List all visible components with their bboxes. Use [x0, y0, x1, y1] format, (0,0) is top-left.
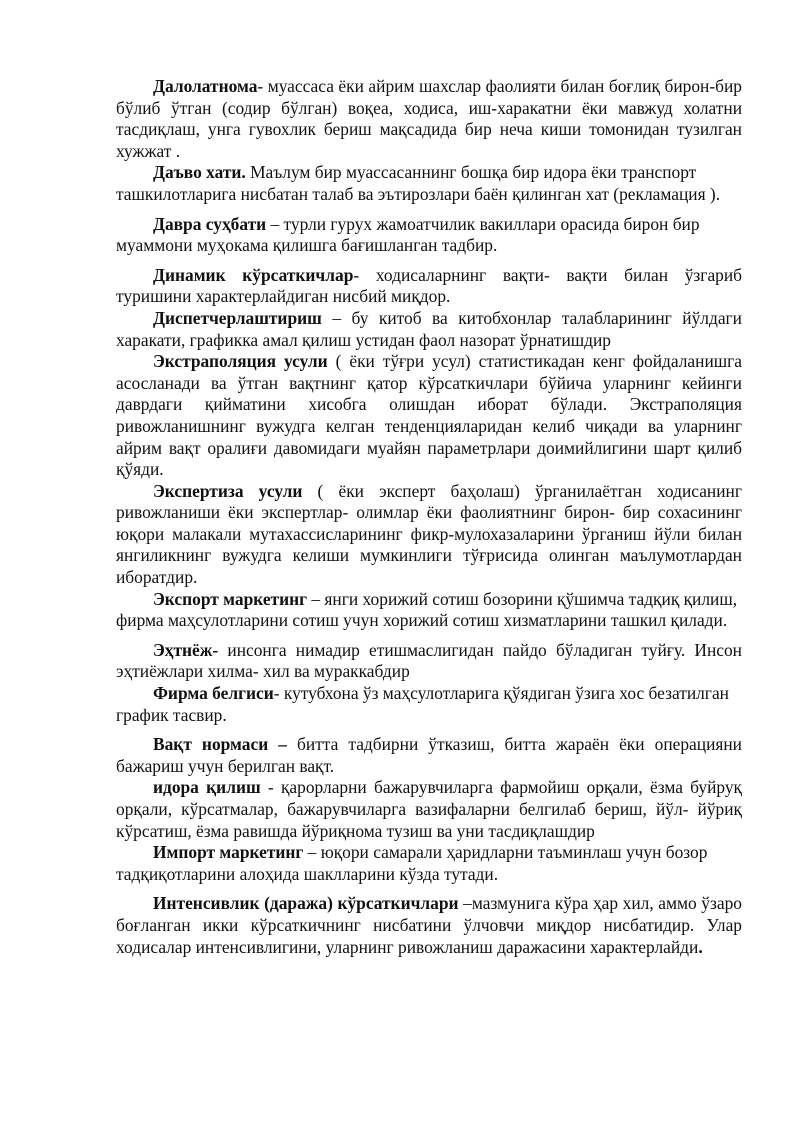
glossary-entry-dinamik-korsatkichlar	[116, 265, 742, 308]
glossary-entry-eksport-marketing	[116, 589, 742, 632]
entry-text: - ходисаларнинг вақти- вақти билан ўзгариб туришини характерлайдиган нисбий миқдор.	[116, 264, 743, 307]
glossary-entry-ekspertiza-usuli	[116, 481, 742, 589]
document-page	[116, 76, 742, 958]
entry-term: Экспорт маркетинг	[153, 588, 308, 609]
entry-text: – бу китоб ва китобхонлар талабларининг йўлдаги харакати, графикка амал қилиш устидан фаол назорат ўрнатишдир	[116, 307, 742, 350]
glossary-entry-ekstrapolyatsiya-usuli	[116, 351, 742, 481]
entry-text: –мазмунига кўра ҳар хил, аммо ўзаро боғланган икки кўрсаткичнинг нисбатини ўлчовчи миқдор нисбатидир. Улар ходисалар интенсивлигини, уларнинг ривожланиш даражасини характерлайди	[116, 893, 742, 957]
glossary-entry-firma-belgisi	[116, 683, 742, 726]
entry-text: – янги хорижий сотиш бозорини қўшимча тадқиқ қилиш, фирма маҳсулотларини сотиш учун хорижий сотиш хизматларини ташкил қилади.	[116, 588, 738, 631]
entry-text: инсонга нимадир етишмаслигидан пайдо бўладиган туйғу. Инсон эҳтиёжлари хилма- хил ва мураккабдир	[116, 639, 742, 682]
entry-text: ( ёки эксперт баҳолаш) ўрганилаётган ходисанинг ривожланиши ёки экспертлар- олимлар ёки фаолиятнинг бирон- бир сохасининг юқори малакали мутахассисларининг фикр-мулохазаларини ўрганиш йўли билан янгиликнинг вужудга келиши мумкинлиги тўғрисида олинган маълумотлардан иборатдир.	[116, 480, 742, 588]
entry-text: битта тадбирни ўтказиш, битта жараён ёки операцияни бажариш учун берилган вақт.	[116, 734, 742, 776]
glossary-entry-ehtiyoj	[116, 640, 742, 683]
entry-term: Фирма белгиси	[153, 683, 274, 704]
entry-term: Импорт маркетинг	[153, 842, 304, 863]
glossary-entry-davra-suhbati	[116, 214, 742, 257]
glossary-entry-vaqt-normasi	[116, 734, 742, 777]
entry-text: ( ёки тўғри усул) статистикадан кенг фойдаланишга асосланади ва ўтган вақтнинг қатор кўрсаткичлари бўйича уларнинг кейинги даврдаги қийматини хисобга олишдан иборат бўлади. Экстраполяция ривожланишнинг вужудга келган тенденцияларидан келиб чиқади ва уларнинг айрим вақт оралиғи давомидаги муайян параметрлари доимийлигини шарт қилиб қўяди.	[116, 351, 742, 480]
entry-text: Маълум бир муассасаннинг бошқа бир идора ёки транспорт ташкилотларига нисбатан талаб ва эътирозлари баён қилинган хат (рекламация ).	[116, 162, 721, 204]
glossary-entry-dalolatnoma	[116, 76, 742, 162]
entry-term: Диспетчерлаштириш	[153, 307, 322, 328]
glossary-entry-davo-hati	[116, 162, 742, 205]
entry-term: Эҳтнёж-	[153, 639, 219, 660]
entry-term: Экстраполяция усули	[153, 351, 328, 372]
entry-text: - қарорларни бажарувчиларга фармойиш орқали, ёзма буйруқ орқали, кўрсатмалар, бажарувчиларга вазифаларни белгилаб бериш, йўл- йўриқ кўрсатиш, ёзма равишда йўриқнома тузиш ва уни тасдиқлашдир	[116, 777, 742, 841]
entry-text: - кутубхона ўз маҳсулотларига қўядиган ўзига хос безатилган график тасвир.	[116, 683, 729, 725]
glossary-entry-intensivlik-korsatkichlari	[116, 893, 742, 958]
entry-text: - муассаса ёки айрим шахслар фаолияти билан боғлиқ бирон-бир бўлиб ўтган (содир бўлган) воқеа, ходиса, иш-харакатни ёки мавжуд холатни тасдиқлаш, унга гувохлик бериш мақсадида бир неча киши томонидан тузилган хужжат .	[116, 76, 742, 161]
entry-text: – юқори самарали ҳаридларни таъминлаш учун бозор тадқиқотларини алоҳида шаклларини кўзда тутади.	[116, 842, 708, 884]
glossary-entry-import-marketing	[116, 842, 742, 885]
entry-term: Далолатнома	[153, 76, 258, 96]
entry-term: Даъво хати.	[153, 162, 246, 183]
entry-term: Вақт нормаси –	[153, 734, 287, 755]
entry-text: – турли гурух жамоатчилик вакиллари орасида бирон бир муаммони муҳокама қилишга бағишланган тадбир.	[116, 213, 700, 256]
entry-term: Давра суҳбати	[153, 213, 267, 234]
entry-term: Интенсивлик (даража) кўрсаткичлари	[153, 893, 459, 914]
entry-term: Экспертиза усули	[153, 480, 303, 501]
entry-term: Динамик кўрсаткичлар	[153, 264, 354, 285]
glossary-entry-dispetcherlashtirish	[116, 308, 742, 351]
glossary-entry-idora-qilish	[116, 777, 742, 842]
entry-term: идора қилиш	[153, 777, 261, 798]
entry-tail: .	[698, 936, 703, 957]
